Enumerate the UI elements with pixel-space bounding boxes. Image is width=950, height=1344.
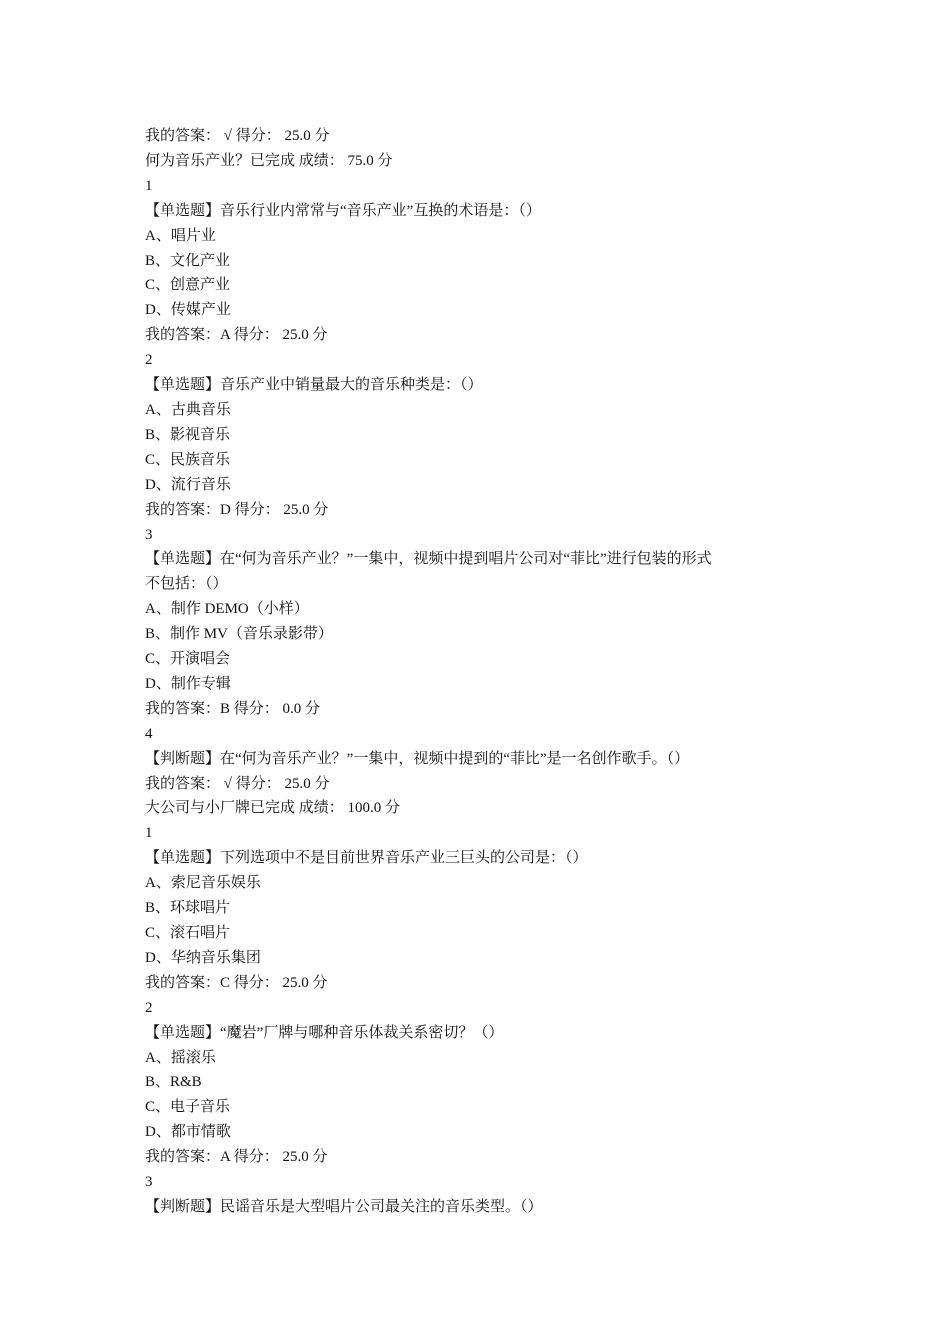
question-text: 【单选题】下列选项中不是目前世界音乐产业三巨头的公司是：（）	[145, 850, 588, 867]
question-text: 【单选题】“魔岩”厂牌与哪种音乐体裁关系密切？（）	[145, 1024, 504, 1041]
answer-score-line: 我的答案：A 得分： 25.0 分	[145, 1149, 328, 1166]
answer-score-line: 我的答案： √ 得分： 25.0 分	[145, 128, 330, 144]
answer-score-line: 我的答案：A 得分： 25.0 分	[145, 327, 328, 344]
option-b: B、文化产业	[145, 252, 231, 269]
question-text: 【单选题】音乐产业中销量最大的音乐种类是：（）	[145, 377, 483, 394]
question-text-continued: 不包括：（）	[145, 576, 228, 593]
question-number: 1	[145, 825, 153, 842]
section-heading: 何为音乐产业？已完成 成绩： 75.0 分	[145, 152, 393, 169]
option-b: B、制作 MV（音乐录影带）	[145, 626, 333, 643]
answer-score-line: 我的答案：B 得分： 0.0 分	[145, 700, 321, 717]
option-d: D、流行音乐	[145, 476, 231, 493]
question-text: 【判断题】民谣音乐是大型唱片公司最关注的音乐类型。（）	[145, 1198, 543, 1215]
option-b: B、环球唱片	[145, 900, 231, 917]
question-text: 【判断题】在“何为音乐产业？”一集中，视频中提到的“菲比”是一名创作歌手。（）	[145, 750, 690, 767]
option-a: A、制作 DEMO（小样）	[145, 601, 309, 618]
option-c: C、滚石唱片	[145, 925, 231, 941]
section-heading: 大公司与小厂牌已完成 成绩： 100.0 分	[145, 800, 401, 817]
option-a: A、唱片业	[145, 227, 216, 244]
option-a: A、索尼音乐娱乐	[145, 875, 261, 892]
option-d: D、传媒产业	[145, 302, 231, 319]
option-b: B、R&B	[145, 1074, 202, 1091]
question-number: 1	[145, 177, 153, 194]
option-c: C、电子音乐	[145, 1099, 231, 1116]
option-b: B、影视音乐	[145, 426, 231, 443]
question-number: 4	[145, 725, 153, 742]
answer-score-line: 我的答案： √ 得分： 25.0 分	[145, 775, 330, 792]
option-a: A、古典音乐	[145, 401, 231, 418]
question-number: 2	[145, 999, 153, 1016]
question-text: 【单选题】在“何为音乐产业？”一集中，视频中提到唱片公司对“菲比”进行包装的形式	[145, 551, 712, 568]
option-a: A、摇滚乐	[145, 1049, 216, 1066]
question-number: 3	[145, 1174, 153, 1191]
question-number: 2	[145, 352, 153, 369]
option-c: C、创意产业	[145, 277, 231, 294]
option-c: C、开演唱会	[145, 651, 231, 668]
question-number: 3	[145, 526, 153, 543]
answer-score-line: 我的答案：D 得分： 25.0 分	[145, 501, 329, 518]
answer-score-line: 我的答案：C 得分： 25.0 分	[145, 974, 328, 991]
document-page	[145, 124, 825, 1220]
option-d: D、制作专辑	[145, 675, 231, 692]
option-d: D、华纳音乐集团	[145, 949, 261, 966]
option-d: D、都市情歌	[145, 1124, 231, 1141]
question-text: 【单选题】音乐行业内常常与“音乐产业”互换的术语是：（）	[145, 202, 541, 219]
option-c: C、民族音乐	[145, 451, 231, 468]
